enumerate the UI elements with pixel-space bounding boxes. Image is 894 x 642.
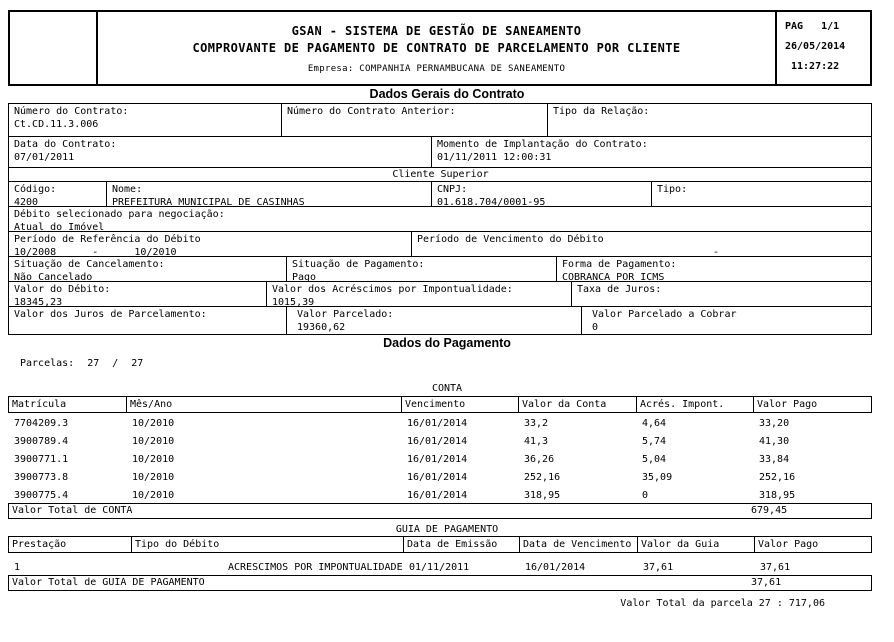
- field-value: 01.618.704/0001-95: [437, 197, 546, 206]
- conta-table-title: CONTA: [431, 383, 463, 394]
- logo-box: [8, 10, 98, 86]
- field-codigo: [9, 182, 106, 206]
- field-label: Valor Parcelado:: [297, 309, 394, 320]
- parcelas-label: Parcelas:: [20, 358, 75, 369]
- field-valor-parcelado-cobrar: [581, 307, 871, 334]
- field-label: Momento de Implantação do Contrato:: [437, 139, 648, 150]
- table-cell: 3900771.1: [14, 454, 69, 465]
- report-title: GSAN - SISTEMA DE GESTÃO DE SANEAMENTO: [291, 24, 582, 38]
- table-cell: 3900775.4: [14, 490, 69, 501]
- table-cell: 36,26: [524, 454, 555, 465]
- table-cell: 318,95: [759, 490, 796, 501]
- field-situacao-cancelamento: [9, 257, 286, 281]
- field-value: Atual do Imóvel: [14, 222, 105, 231]
- table-cell: ACRESCIMOS POR IMPONTUALIDADE: [228, 562, 403, 573]
- table-cell: 35,09: [642, 472, 673, 483]
- field-label: Situação de Pagamento:: [292, 259, 425, 270]
- field-data-contrato: [9, 137, 431, 167]
- field-label: Situação de Cancelamento:: [14, 259, 165, 270]
- field-situacao-pagamento: [286, 257, 556, 281]
- guia-header-row: [8, 536, 872, 553]
- column-header: Acrés. Impont.: [636, 397, 753, 412]
- field-label: Nome:: [112, 184, 143, 195]
- table-cell: 5,04: [642, 454, 667, 465]
- table-row: [8, 553, 872, 575]
- report-header: [8, 10, 872, 86]
- parcelas-line: [20, 358, 143, 369]
- conta-header-row: [8, 396, 872, 413]
- field-periodo-vencimento: [411, 232, 871, 256]
- field-label: Número do Contrato:: [14, 106, 129, 117]
- total-value: 679,45: [751, 505, 788, 516]
- table-cell: 37,61: [760, 562, 791, 573]
- field-taxa-juros: [571, 282, 871, 306]
- conta-total-row: [8, 503, 872, 519]
- field-valor-parcelado: [286, 307, 581, 334]
- table-row: [8, 449, 872, 467]
- field-valor-debito: [9, 282, 266, 306]
- field-label: Código:: [14, 184, 57, 195]
- payment-section-title: Dados do Pagamento: [383, 336, 511, 350]
- report-time: 11:27:22: [791, 61, 840, 72]
- table-cell: 3900789.4: [14, 436, 69, 447]
- field-tipo-relacao: [547, 104, 871, 136]
- parcelas-separator: /: [112, 358, 119, 369]
- field-value: 19360,62: [297, 322, 346, 333]
- table-cell: 7704209.3: [14, 418, 69, 429]
- table-cell: 41,3: [524, 436, 549, 447]
- field-value: 4200: [14, 197, 39, 206]
- column-header: Valor da Guia: [637, 537, 754, 552]
- parcel-total: Valor Total da parcela 27 : 717,06: [620, 598, 825, 609]
- table-cell: 16/01/2014: [407, 418, 468, 429]
- field-value: Não Cancelado: [14, 272, 93, 281]
- field-value: 07/01/2011: [14, 152, 75, 163]
- parcelas-current: 27: [87, 358, 100, 369]
- table-cell: 10/2010: [132, 472, 175, 483]
- contract-section-title: Dados Gerais do Contrato: [369, 87, 525, 101]
- field-label: Valor dos Juros de Parcelamento:: [14, 309, 207, 320]
- field-periodo-referencia: [9, 232, 411, 256]
- column-header: Mês/Ano: [126, 397, 401, 412]
- column-header: Tipo do Débito: [131, 537, 403, 552]
- field-cnpj: [431, 182, 651, 206]
- table-cell: 16/01/2014: [407, 490, 468, 501]
- table-row: [8, 467, 872, 485]
- field-label: Tipo:: [657, 184, 688, 195]
- field-value: -: [713, 247, 720, 256]
- field-value: COBRANCA POR ICMS: [562, 272, 665, 281]
- parcelas-total: 27: [131, 358, 144, 369]
- table-cell: 1: [14, 562, 21, 573]
- field-value: PREFEITURA MUNICIPAL DE CASINHAS: [112, 197, 305, 206]
- field-label: Data do Contrato:: [14, 139, 117, 150]
- field-label: Taxa de Juros:: [577, 284, 662, 295]
- table-cell: 10/2010: [132, 418, 175, 429]
- column-header: Prestação: [12, 539, 67, 550]
- field-label: Valor dos Acréscimos por Impontualidade:: [272, 284, 513, 295]
- page-info-box: [775, 10, 872, 86]
- table-row: [8, 485, 872, 503]
- table-cell: 252,16: [759, 472, 796, 483]
- field-value: 0: [592, 322, 599, 333]
- table-cell: 4,64: [642, 418, 667, 429]
- total-value: 37,61: [751, 577, 782, 588]
- table-cell: 33,84: [759, 454, 790, 465]
- field-label: Forma de Pagamento:: [562, 259, 677, 270]
- field-valor-acrescimos: [266, 282, 571, 306]
- table-cell: 33,2: [524, 418, 549, 429]
- table-cell: 16/01/2014: [407, 436, 468, 447]
- page-number: 1/1: [821, 21, 840, 32]
- column-header: Matrícula: [12, 399, 67, 410]
- field-debito-selecionado: [9, 207, 871, 231]
- contract-table: [8, 103, 872, 335]
- guia-total-row: [8, 575, 872, 591]
- column-header: Data de Vencimento: [519, 537, 637, 552]
- column-header: Valor da Conta: [518, 397, 636, 412]
- total-label: Valor Total de GUIA DE PAGAMENTO: [12, 577, 205, 588]
- table-cell: 3900773.8: [14, 472, 69, 483]
- field-label: Valor do Débito:: [14, 284, 111, 295]
- field-label: Período de Vencimento do Débito: [417, 234, 604, 245]
- table-cell: 16/01/2014: [407, 472, 468, 483]
- table-row: [8, 413, 872, 431]
- field-tipo: [651, 182, 871, 206]
- column-header: Data de Emissão: [403, 537, 519, 552]
- table-cell: 16/01/2014: [407, 454, 468, 465]
- page-label: PAG: [785, 21, 804, 32]
- table-cell: 16/01/2014: [525, 562, 586, 573]
- table-cell: 0: [642, 490, 649, 501]
- column-header: Valor Pago: [753, 397, 871, 412]
- field-numero-contrato-anterior: [281, 104, 547, 136]
- table-cell: 318,95: [524, 490, 561, 501]
- cliente-superior-header: Cliente Superior: [392, 169, 489, 180]
- field-value: 10/2008 - 10/2010: [14, 247, 177, 256]
- column-header: Vencimento: [401, 397, 518, 412]
- table-cell: 01/11/2011: [409, 562, 470, 573]
- field-value: 1015,39: [272, 297, 315, 306]
- field-value: Pago: [292, 272, 317, 281]
- table-cell: 252,16: [524, 472, 561, 483]
- table-cell: 5,74: [642, 436, 667, 447]
- field-value: 01/11/2011 12:00:31: [437, 152, 552, 163]
- report-title-box: [96, 10, 777, 86]
- field-nome: [106, 182, 431, 206]
- field-forma-pagamento: [556, 257, 871, 281]
- field-momento-implantacao: [431, 137, 871, 167]
- report-date: 26/05/2014: [785, 41, 846, 52]
- field-label: Período de Referência do Débito: [14, 234, 201, 245]
- table-cell: 33,20: [759, 418, 790, 429]
- table-cell: 41,30: [759, 436, 790, 447]
- table-cell: 37,61: [643, 562, 674, 573]
- company-name: Empresa: COMPANHIA PERNAMBUCANA DE SANEAMENTO: [307, 64, 566, 74]
- field-label: Tipo da Relação:: [553, 106, 650, 117]
- field-label: Valor Parcelado a Cobrar: [592, 309, 737, 320]
- field-value: 18345,23: [14, 297, 63, 306]
- table-cell: 10/2010: [132, 436, 175, 447]
- report-subtitle: COMPROVANTE DE PAGAMENTO DE CONTRATO DE PARCELAMENTO POR CLIENTE: [192, 41, 681, 55]
- field-value: Ct.CD.11.3.006: [14, 119, 99, 130]
- field-label: Número do Contrato Anterior:: [287, 106, 456, 117]
- field-valor-juros-parcelamento: [9, 307, 286, 334]
- field-label: Débito selecionado para negociação:: [14, 209, 225, 220]
- table-cell: 10/2010: [132, 454, 175, 465]
- guia-table: [8, 536, 872, 591]
- guia-table-title: GUIA DE PAGAMENTO: [395, 524, 499, 535]
- conta-table: [8, 396, 872, 519]
- table-row: [8, 431, 872, 449]
- field-label: CNPJ:: [437, 184, 468, 195]
- total-label: Valor Total de CONTA: [12, 505, 133, 516]
- field-numero-contrato: [9, 104, 281, 136]
- column-header: Valor Pago: [754, 537, 871, 552]
- table-cell: 10/2010: [132, 490, 175, 501]
